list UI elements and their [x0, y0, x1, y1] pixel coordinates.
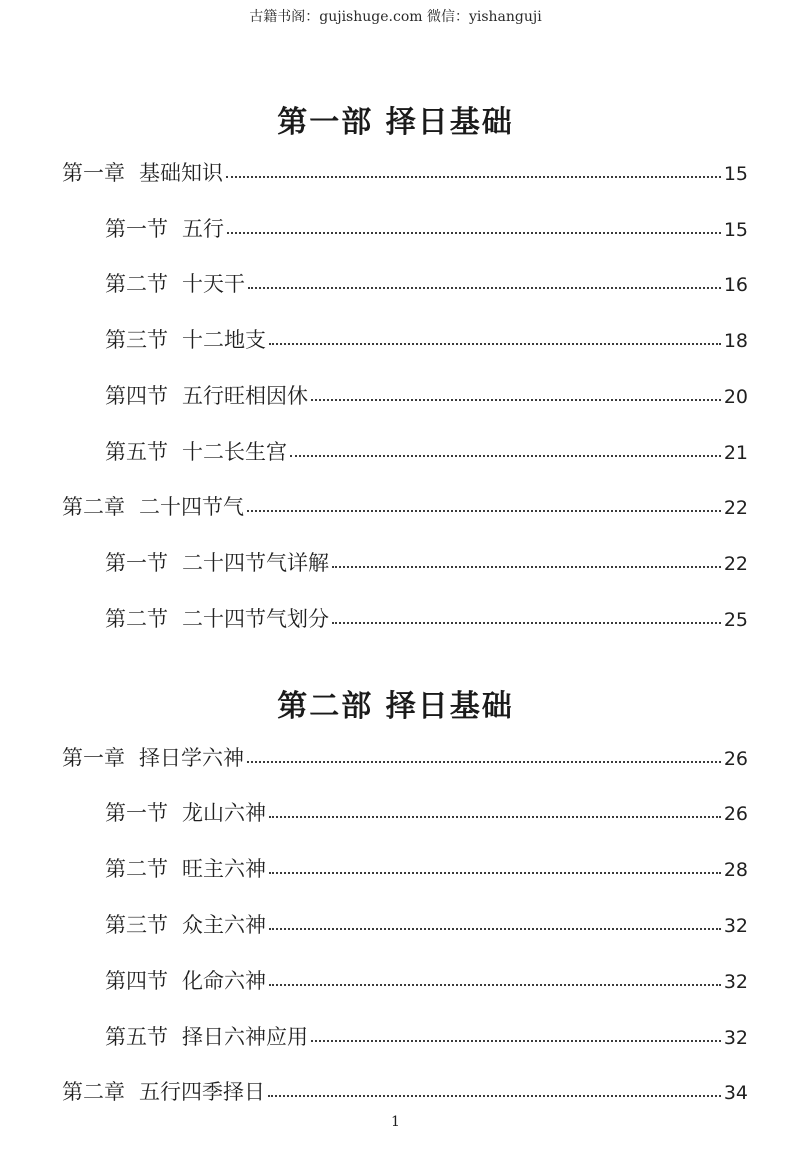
dot-leader [269, 342, 721, 345]
toc-entry-label [62, 1076, 265, 1106]
dot-leader [290, 454, 721, 457]
toc-entry-number: 第一节 [105, 217, 168, 241]
toc-entry-label [105, 797, 266, 827]
toc-entry-number: 第一章 [62, 746, 125, 770]
toc-entry-label [105, 965, 266, 995]
dot-leader [332, 565, 721, 568]
toc-entry-title: 十二长生宫 [182, 440, 287, 464]
toc-entry-label [105, 324, 266, 354]
toc-entry-title: 择日学六神 [139, 746, 244, 770]
toc-entry-title: 众主六神 [182, 913, 266, 937]
dot-leader [332, 621, 721, 624]
toc-entry-label [62, 157, 223, 187]
toc-entry-title: 化命六神 [182, 969, 266, 993]
toc-entry-page: 22 [723, 553, 748, 575]
toc-entry[interactable] [62, 157, 748, 187]
toc-entry-number: 第二节 [105, 607, 168, 631]
toc-entry[interactable] [105, 268, 748, 298]
toc-entry-title: 二十四节气详解 [182, 551, 329, 575]
toc-entry-title: 旺主六神 [182, 857, 266, 881]
dot-leader [311, 1039, 721, 1042]
toc-entry-page: 26 [723, 748, 748, 770]
toc-entry-title: 二十四节气 [139, 495, 244, 519]
toc-entry-label [105, 547, 329, 577]
toc-entry-label [105, 268, 245, 298]
toc-entry-label [105, 1021, 308, 1051]
dot-leader [247, 760, 721, 763]
toc-entry-page: 21 [723, 442, 748, 464]
toc-entry-number: 第三节 [105, 328, 168, 352]
toc-entry[interactable] [105, 797, 748, 827]
toc-entry-number: 第一节 [105, 551, 168, 575]
toc-entry-label [105, 909, 266, 939]
toc-entry-label [62, 491, 244, 521]
watermark-header: 古籍书阁：gujishuge.com 微信：yishanguji [249, 9, 542, 25]
toc-entry-label [105, 853, 266, 883]
toc-entry-label [105, 380, 308, 410]
toc-entry-title: 基础知识 [139, 161, 223, 185]
toc-entry-page: 32 [723, 971, 748, 993]
toc-entry-page: 25 [723, 609, 748, 631]
page-number: 1 [391, 1114, 400, 1130]
dot-leader [311, 398, 721, 401]
toc-entry-page: 22 [723, 497, 748, 519]
toc-entry-number: 第一章 [62, 161, 125, 185]
dot-leader [247, 509, 721, 512]
toc-entry[interactable] [105, 436, 748, 466]
dot-leader [269, 983, 721, 986]
toc-entry[interactable] [62, 1076, 748, 1106]
toc-entry-label [62, 742, 244, 772]
dot-leader [269, 871, 721, 874]
toc-entry-page: 15 [723, 163, 748, 185]
toc-entry[interactable] [105, 324, 748, 354]
toc-entry-page: 32 [723, 1027, 748, 1049]
toc-entry-number: 第二节 [105, 857, 168, 881]
dot-leader [269, 815, 721, 818]
toc-entry[interactable] [105, 1021, 748, 1051]
toc-entry[interactable] [105, 213, 748, 243]
toc-entry-number: 第二章 [62, 495, 125, 519]
toc-entry-number: 第五节 [105, 1025, 168, 1049]
part-title: 第二部 择日基础 [277, 689, 514, 724]
toc-entry-number: 第四节 [105, 969, 168, 993]
toc-entry-page: 32 [723, 915, 748, 937]
toc-entry-label [105, 436, 287, 466]
part-title: 第一部 择日基础 [277, 105, 514, 140]
toc-entry-page: 34 [723, 1082, 748, 1104]
dot-leader [227, 231, 721, 234]
dot-leader [269, 927, 721, 930]
toc-entry[interactable] [105, 909, 748, 939]
dot-leader [226, 175, 721, 178]
toc-entry-title: 十天干 [182, 272, 245, 296]
toc-entry[interactable] [105, 603, 748, 633]
toc-entry-title: 五行四季择日 [139, 1080, 265, 1104]
toc-entry-title: 五行旺相因休 [182, 384, 308, 408]
toc-entry[interactable] [105, 547, 748, 577]
toc-entry-page: 20 [723, 386, 748, 408]
toc-entry-page: 18 [723, 330, 748, 352]
toc-entry[interactable] [62, 491, 748, 521]
toc-entry[interactable] [62, 742, 748, 772]
toc-entry-label [105, 213, 224, 243]
toc-entry-number: 第五节 [105, 440, 168, 464]
toc-entry-page: 15 [723, 219, 748, 241]
toc-entry[interactable] [105, 965, 748, 995]
toc-entry-number: 第一节 [105, 801, 168, 825]
toc-entry-title: 择日六神应用 [182, 1025, 308, 1049]
toc-entry-page: 16 [723, 274, 748, 296]
toc-entry-page: 26 [723, 803, 748, 825]
toc-entry[interactable] [105, 853, 748, 883]
toc-entry-label [105, 603, 329, 633]
toc-entry-title: 龙山六神 [182, 801, 266, 825]
toc-entry[interactable] [105, 380, 748, 410]
toc-entry-title: 五行 [182, 217, 224, 241]
toc-entry-title: 十二地支 [182, 328, 266, 352]
dot-leader [268, 1094, 721, 1097]
toc-entry-number: 第二节 [105, 272, 168, 296]
toc-entry-number: 第二章 [62, 1080, 125, 1104]
toc-entry-number: 第四节 [105, 384, 168, 408]
toc-entry-title: 二十四节气划分 [182, 607, 329, 631]
dot-leader [248, 286, 721, 289]
toc-entry-page: 28 [723, 859, 748, 881]
toc-entry-number: 第三节 [105, 913, 168, 937]
